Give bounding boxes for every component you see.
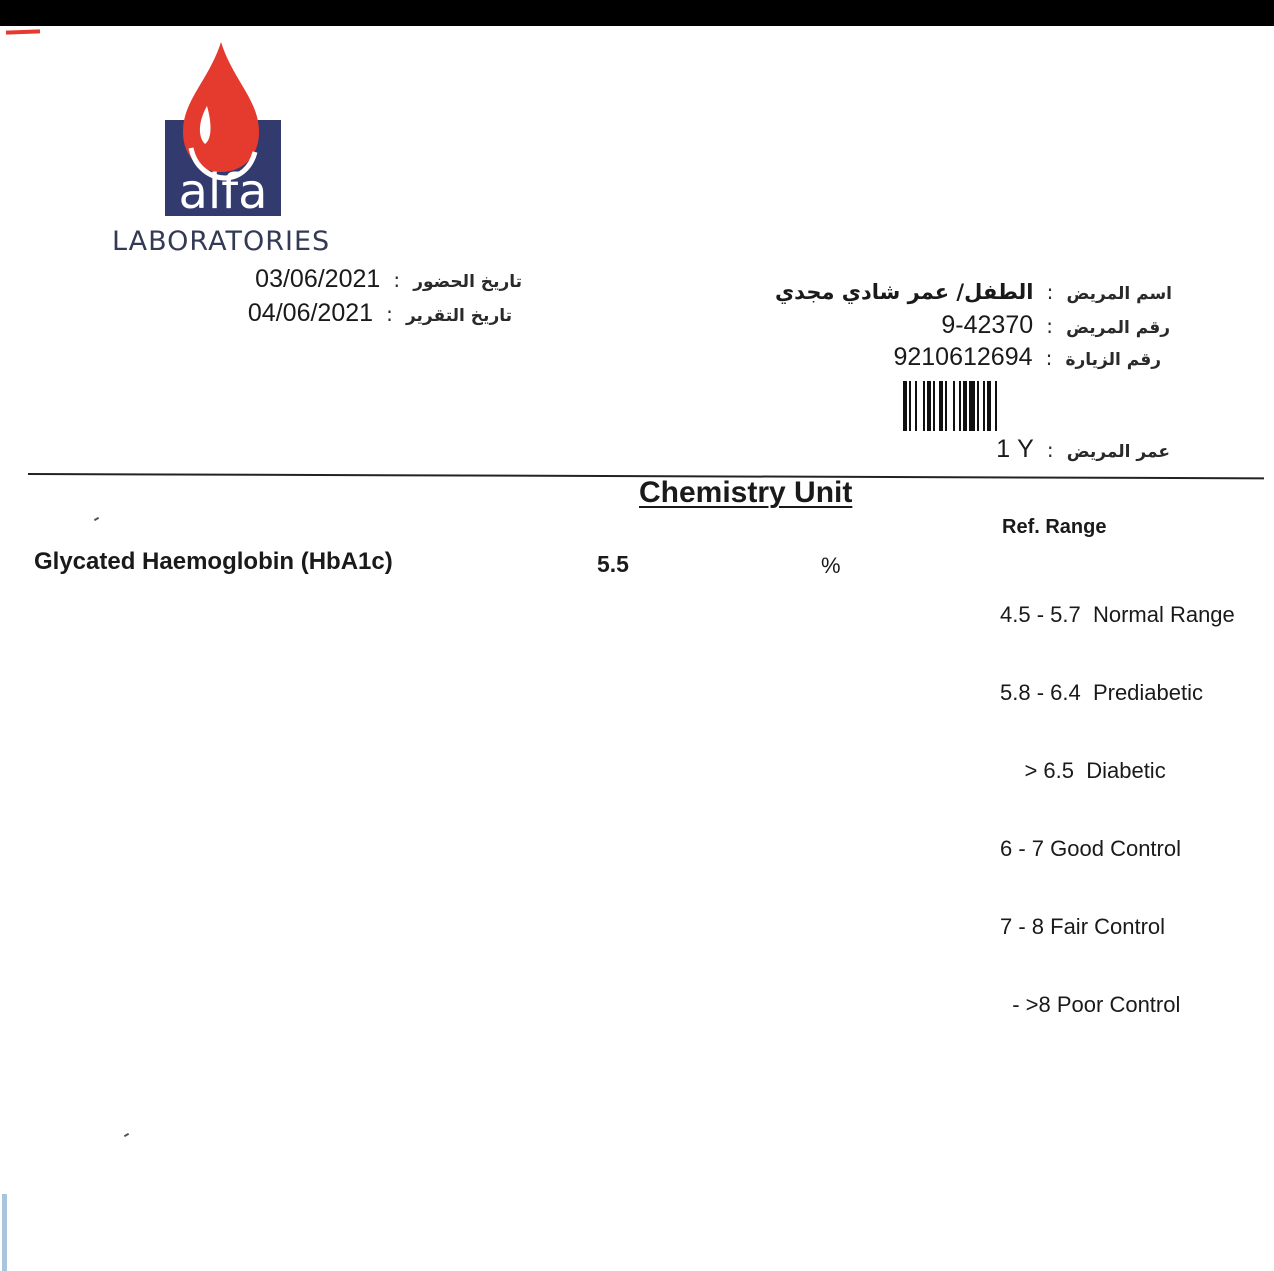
ref-range-item: > 6.5 Diabetic — [1000, 758, 1166, 783]
visit-barcode — [903, 381, 1025, 431]
test-name: Glycated Haemoglobin (HbA1c) — [34, 548, 393, 575]
barcode-bar — [923, 381, 925, 431]
ref-range-item: 7 - 8 Fair Control — [1000, 914, 1166, 939]
separator: : — [1046, 438, 1054, 462]
barcode-bar — [959, 381, 961, 431]
patient-name-value: الطفل/ عمر شادي مجدي — [774, 280, 1034, 304]
attendance-date-label: تاريخ الحضور — [413, 272, 522, 292]
barcode-bar — [987, 381, 991, 431]
patient-name-row — [775, 280, 1172, 304]
report-date-label: تاريخ التقرير — [405, 306, 512, 326]
separator: : — [1046, 314, 1053, 338]
barcode-bar — [963, 381, 967, 431]
corner-mark — [6, 29, 40, 34]
ref-range-item: 5.8 - 6.4 Prediabetic — [1000, 680, 1204, 705]
ref-range-heading: Ref. Range — [1002, 516, 1107, 538]
attendance-date-row — [255, 265, 522, 294]
ref-range-item: - >8 Poor Control — [1000, 992, 1181, 1017]
report-date-value: 04/06/2021 — [247, 299, 374, 327]
barcode-bar — [909, 381, 911, 431]
ref-range-item: 4.5 - 5.7 Normal Range — [1000, 602, 1235, 627]
ref-range-item: 6 - 7 Good Control — [1000, 836, 1181, 861]
separator: : — [1045, 346, 1053, 370]
logo-brand-text: alfa — [178, 164, 268, 216]
barcode-bar — [915, 381, 917, 431]
section-title: Chemistry Unit — [639, 476, 853, 509]
barcode-bar — [983, 381, 985, 431]
paper-speck — [94, 517, 99, 521]
lab-report-page — [0, 26, 1274, 1271]
patient-age-value: 1 Y — [996, 435, 1034, 463]
patient-age-label: عمر المريض — [1066, 442, 1170, 462]
visit-number-value: 9210612694 — [893, 343, 1033, 371]
test-result-unit: % — [821, 553, 841, 578]
barcode-bar — [903, 381, 907, 431]
separator: : — [393, 268, 401, 292]
alfa-logo — [165, 40, 281, 216]
report-date-row — [248, 299, 512, 328]
logo-subtitle: LABORATORIES — [112, 226, 331, 257]
page-edge-mark — [2, 1194, 7, 1271]
visit-number-row — [893, 343, 1161, 372]
patient-age-row — [996, 435, 1170, 464]
barcode-bar — [969, 381, 975, 431]
patient-number-row — [941, 311, 1170, 340]
separator: : — [1046, 280, 1054, 304]
ref-range-list — [1000, 550, 1235, 1070]
barcode-bar — [927, 381, 931, 431]
test-result-value: 5.5 — [597, 551, 629, 577]
barcode-bar — [945, 381, 947, 431]
patient-number-value: 9-42370 — [941, 311, 1034, 339]
patient-name-label: اسم المريض — [1066, 284, 1172, 304]
barcode-bar — [995, 381, 997, 431]
patient-number-label: رقم المريض — [1066, 318, 1170, 338]
visit-number-label: رقم الزيارة — [1065, 350, 1161, 370]
barcode-bar — [977, 381, 979, 431]
barcode-bar — [953, 381, 955, 431]
attendance-date-value: 03/06/2021 — [255, 265, 381, 293]
separator: : — [386, 302, 393, 326]
barcode-bar — [939, 381, 943, 431]
paper-speck — [124, 1133, 129, 1137]
barcode-bar — [933, 381, 935, 431]
